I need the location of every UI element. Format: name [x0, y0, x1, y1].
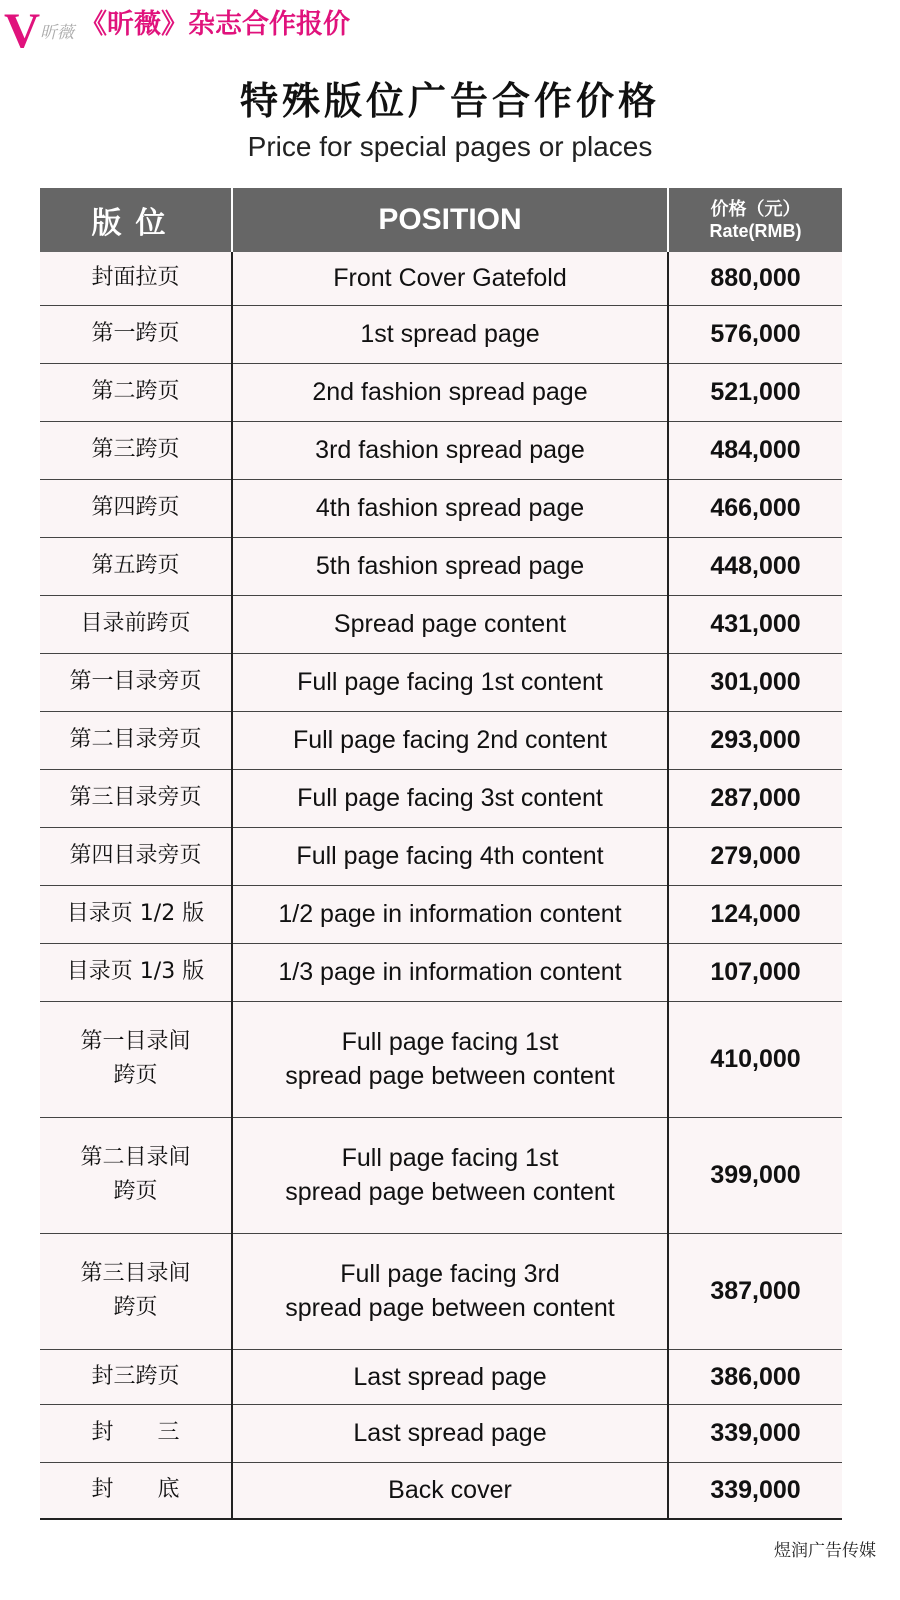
- position-cn-cell: 第一目录旁页: [40, 653, 232, 711]
- table-row: [40, 479, 842, 537]
- position-en-cell: Full page facing 1st content: [232, 653, 668, 711]
- price-cell: 576,000: [668, 305, 842, 363]
- table-row: [40, 363, 842, 421]
- table-row: [40, 1117, 842, 1233]
- position-cn-cell: 第二跨页: [40, 363, 232, 421]
- table-row: [40, 1462, 842, 1519]
- position-en-cell: 2nd fashion spread page: [232, 363, 668, 421]
- magazine-logo: [4, 2, 76, 60]
- position-en-cell: 1st spread page: [232, 305, 668, 363]
- position-en-cell: Last spread page: [232, 1404, 668, 1462]
- position-en-cell: Spread page content: [232, 595, 668, 653]
- position-en-cell: Full page facing 1st spread page between content: [232, 1117, 668, 1233]
- price-cell: 339,000: [668, 1404, 842, 1462]
- brand-title: 《昕薇》杂志合作报价: [80, 9, 350, 40]
- price-cell: 521,000: [668, 363, 842, 421]
- page-subtitle: Price for special pages or places: [247, 131, 653, 162]
- position-cn-cell: 第三跨页: [40, 421, 232, 479]
- position-cn-cell: 第一目录间 跨页: [40, 1001, 232, 1117]
- table-row: [40, 595, 842, 653]
- position-en-cell: Back cover: [232, 1462, 668, 1519]
- position-cn-cell: 第四跨页: [40, 479, 232, 537]
- position-en-cell: Full page facing 4th content: [232, 827, 668, 885]
- table-header-row: [40, 188, 842, 252]
- table-row: [40, 1404, 842, 1462]
- price-cell: 124,000: [668, 885, 842, 943]
- table-row: [40, 711, 842, 769]
- table-row: [40, 827, 842, 885]
- price-cell: 301,000: [668, 653, 842, 711]
- position-en-cell: Full page facing 1st spread page between content: [232, 1001, 668, 1117]
- table-row: [40, 1001, 842, 1117]
- position-en-cell: 4th fashion spread page: [232, 479, 668, 537]
- logo-text: 昕薇: [40, 23, 74, 43]
- position-cn-cell: 封三跨页: [40, 1349, 232, 1404]
- footer-agency: 煜润广告传媒: [774, 1541, 876, 1561]
- position-cn-cell: 第三目录间 跨页: [40, 1233, 232, 1349]
- position-cn-cell: 目录前跨页: [40, 595, 232, 653]
- price-cell: 287,000: [668, 769, 842, 827]
- price-cell: 880,000: [668, 252, 842, 305]
- position-cn-cell: 封 底: [40, 1462, 232, 1519]
- position-en-cell: 3rd fashion spread page: [232, 421, 668, 479]
- table-row: [40, 943, 842, 1001]
- price-cell: 410,000: [668, 1001, 842, 1117]
- position-en-cell: Front Cover Gatefold: [232, 252, 668, 305]
- position-en-cell: 5th fashion spread page: [232, 537, 668, 595]
- price-cell: 386,000: [668, 1349, 842, 1404]
- position-en-cell: 1/2 page in information content: [232, 885, 668, 943]
- table-row: [40, 769, 842, 827]
- position-en-cell: Last spread page: [232, 1349, 668, 1404]
- table-row: [40, 421, 842, 479]
- price-cell: 466,000: [668, 479, 842, 537]
- position-cn-cell: 封面拉页: [40, 252, 232, 305]
- header-position-cn: 版位: [40, 188, 232, 252]
- table-row: [40, 1349, 842, 1404]
- header-position-en: POSITION: [232, 188, 668, 252]
- header-price-en: Rate(RMB): [709, 221, 802, 241]
- position-cn-cell: 第三目录旁页: [40, 769, 232, 827]
- header-price: [668, 188, 842, 252]
- header-price-cn: 价格（元）: [710, 199, 801, 219]
- table-row: [40, 537, 842, 595]
- price-cell: 339,000: [668, 1462, 842, 1519]
- table-row: [40, 1233, 842, 1349]
- price-cell: 431,000: [668, 595, 842, 653]
- page-title: 特殊版位广告合作价格: [239, 79, 660, 123]
- position-cn-cell: 封 三: [40, 1404, 232, 1462]
- position-en-cell: Full page facing 2nd content: [232, 711, 668, 769]
- position-cn-cell: 第四目录旁页: [40, 827, 232, 885]
- logo-letter: V: [4, 2, 41, 58]
- table-row: [40, 885, 842, 943]
- position-cn-cell: 目录页 1/2 版: [40, 885, 232, 943]
- price-table: [40, 188, 842, 1520]
- table-row: [40, 305, 842, 363]
- position-cn-cell: 目录页 1/3 版: [40, 943, 232, 1001]
- position-cn-cell: 第二目录旁页: [40, 711, 232, 769]
- position-en-cell: Full page facing 3st content: [232, 769, 668, 827]
- position-en-cell: 1/3 page in information content: [232, 943, 668, 1001]
- price-cell: 484,000: [668, 421, 842, 479]
- table-row: [40, 653, 842, 711]
- position-cn-cell: 第二目录间 跨页: [40, 1117, 232, 1233]
- price-cell: 279,000: [668, 827, 842, 885]
- price-cell: 399,000: [668, 1117, 842, 1233]
- position-cn-cell: 第五跨页: [40, 537, 232, 595]
- price-cell: 293,000: [668, 711, 842, 769]
- position-en-cell: Full page facing 3rd spread page between content: [232, 1233, 668, 1349]
- table-row: [40, 252, 842, 305]
- position-cn-cell: 第一跨页: [40, 305, 232, 363]
- price-cell: 107,000: [668, 943, 842, 1001]
- price-cell: 387,000: [668, 1233, 842, 1349]
- price-cell: 448,000: [668, 537, 842, 595]
